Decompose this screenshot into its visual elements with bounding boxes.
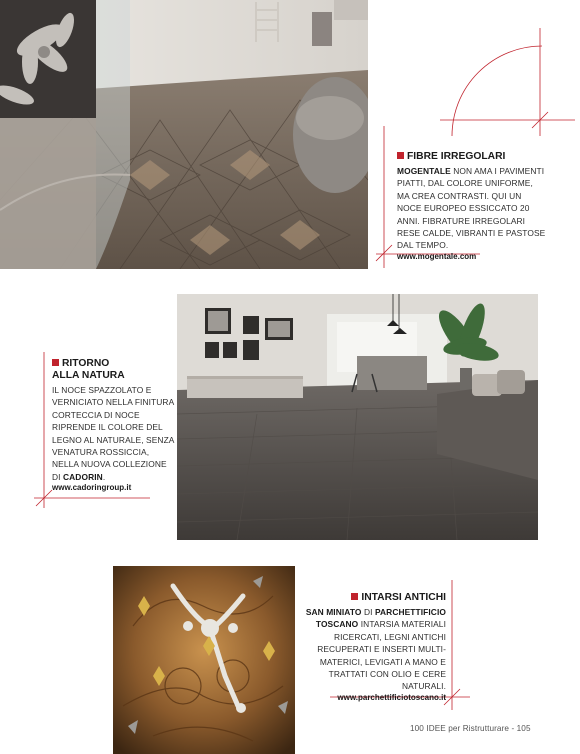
inlay-floor-photo xyxy=(113,566,295,754)
section-body: MOGENTALE NON AMA I PAVIMENTI PIATTI, DAL COLORE UNIFORME, MA CREA CONTRASTI. QUI UN NOCE EUROPEO ESSICCATO 20 ANNI. FIBRATURE IRREGOLARI RESE CALDE, VIBRANTI E PASTOSE DAL TEMPO. xyxy=(397,166,546,251)
brand-name: CADORIN xyxy=(63,471,103,482)
section-ritorno-alla-natura xyxy=(52,358,176,492)
bullet-square-icon xyxy=(351,593,358,600)
section-intarsi-antichi xyxy=(302,592,446,702)
website-link[interactable]: www.cadoringroup.it xyxy=(52,483,132,493)
page-footer: 100 IDEE per Ristrutturare - 105 xyxy=(410,724,531,733)
bullet-square-icon xyxy=(397,152,404,159)
website-link[interactable]: www.mogentale.com xyxy=(397,251,477,261)
living-room-photo xyxy=(177,294,538,540)
section-heading: FIBRE IRREGOLARI xyxy=(397,151,547,163)
brand-name: SAN MINIATO xyxy=(305,607,362,617)
bathroom-parquet-photo xyxy=(0,0,368,269)
brand-name: PARCHETTIFICIO TOSCANO xyxy=(315,607,446,630)
section-body: SAN MINIATO DI PARCHETTIFICIO TOSCANO INTARSIA MATERIALI RICERCATI, LEGNI ANTICHI RECUPERATI E INSERTI MULTI-MATERICI, LEVIGATI A MANO E TRATTATI CON OLIO E CERE NATURALI. xyxy=(305,607,446,692)
section-heading: RITORNO ALLA NATURA xyxy=(52,358,125,381)
bullet-square-icon xyxy=(52,359,59,366)
section-heading: INTARSI ANTICHI xyxy=(302,592,446,604)
brand-name: MOGENTALE xyxy=(397,166,451,176)
section-body: IL NOCE SPAZZOLATO E VERNICIATO NELLA FINITURA CORTECCIA DI NOCE RIPRENDE IL COLORE DEL LEGNO AL NATURALE, SENZA VENATURA ROSSICCIA, NELLA NUOVA COLLEZIONE DI CADORIN. xyxy=(52,385,175,482)
website-link[interactable]: www.parchettificiotoscano.it xyxy=(337,692,446,702)
section-fibre-irregolari xyxy=(397,151,547,261)
